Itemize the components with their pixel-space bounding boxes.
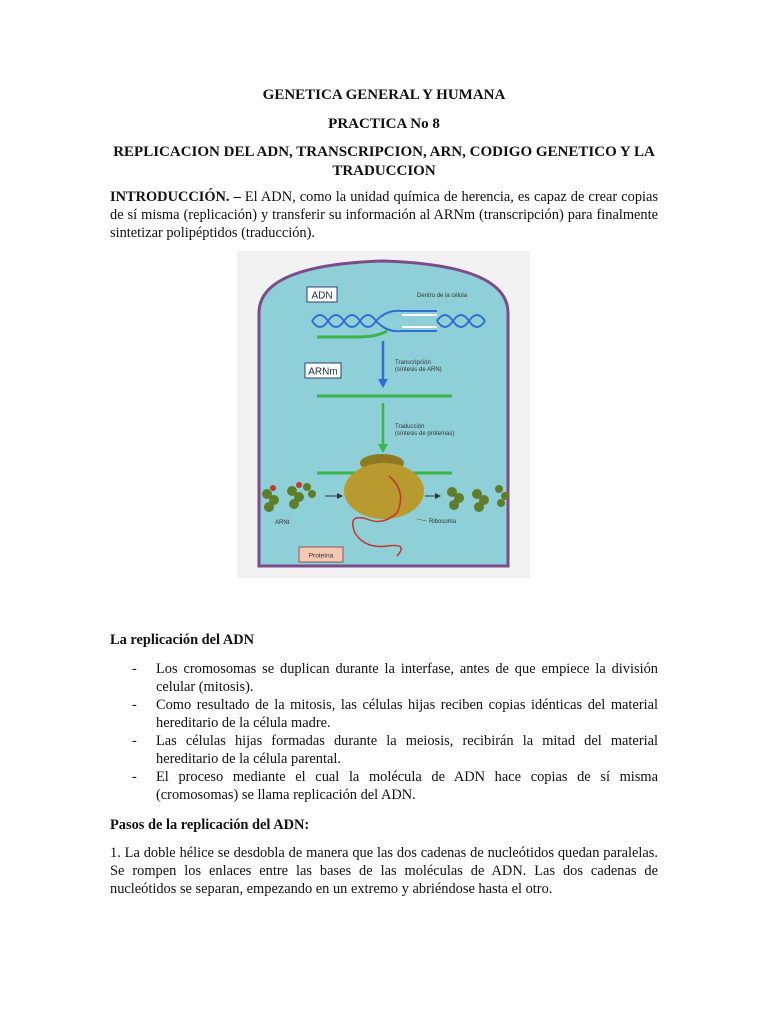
ribosome-large-subunit: [344, 463, 424, 519]
section-title-replication: La replicación del ADN: [110, 632, 255, 648]
protein-label: Proteína: [308, 552, 334, 560]
bullet-text: Los cromosomas se duplican durante la interfase, antes de que empiece la división celular (mitosis).: [156, 661, 658, 695]
bullet-text: Las células hijas formadas durante la meiosis, recibirán la mitad del material hereditario de la célula parental.: [156, 733, 658, 767]
practice-number: PRACTICA No 8: [328, 116, 440, 132]
translation-sublabel: (síntesis de proteínas): [395, 431, 455, 437]
list-item: - El proceso mediante el cual la molécula de ADN hace copias de sí misma (cromosomas) se llama replicación del ADN.: [132, 769, 658, 803]
cell-label: Dentro de la célula: [417, 293, 468, 299]
list-item: - Los cromosomas se duplican durante la interfase, antes de que empiece la división celular (mitosis).: [132, 661, 658, 695]
ribosome-label: Ribosoma: [429, 519, 457, 525]
list-item: - Las células hijas formadas durante la meiosis, recibirán la mitad del material hereditario de la célula parental.: [132, 733, 658, 767]
bullet-text: Como resultado de la mitosis, las células hijas reciben copias idénticas del material hereditario de la célula madre.: [156, 697, 658, 731]
replication-bullet-list: [110, 660, 658, 804]
practice-topic: REPLICACION DEL ADN, TRANSCRIPCION, ARN, CODIGO GENETICO Y LA TRADUCCION: [113, 144, 655, 179]
introduction-lead: INTRODUCCIÓN. –: [110, 189, 241, 205]
arnm-label: ARNm: [308, 366, 338, 378]
adn-label: ADN: [311, 290, 333, 302]
translation-label: Traducción: [395, 424, 425, 430]
central-dogma-figure: [237, 251, 530, 578]
arnt-label: ARNt: [275, 520, 290, 526]
list-item: - Como resultado de la mitosis, las células hijas reciben copias idénticas del material hereditario de la célula madre.: [132, 697, 658, 731]
transcription-sublabel: (síntesis de ARN): [395, 367, 442, 373]
step-1-paragraph: 1. La doble hélice se desdobla de manera que las dos cadenas de nucleótidos quedan paralelas. Se rompen los enlaces entre las bases de las moléculas de ADN. Las dos cadenas de nucleótidos se separan, empezando en un extremo y abriéndose hasta el otro.: [110, 845, 658, 897]
bullet-text: El proceso mediante el cual la molécula de ADN hace copias de sí misma (cromosomas) se llama replicación del ADN.: [156, 769, 658, 803]
section-title-steps: Pasos de la replicación del ADN:: [110, 817, 310, 833]
introduction-paragraph: [110, 188, 658, 242]
introduction-text: El ADN, como la unidad química de herencia, es capaz de crear copias de sí misma (replicación) y transferir su información al ARNm (transcripción) para finalmente sintetizar polipéptidos (traducción).: [110, 189, 658, 241]
course-title: GENETICA GENERAL Y HUMANA: [262, 87, 506, 103]
transcription-label: Transcripción: [395, 360, 431, 366]
